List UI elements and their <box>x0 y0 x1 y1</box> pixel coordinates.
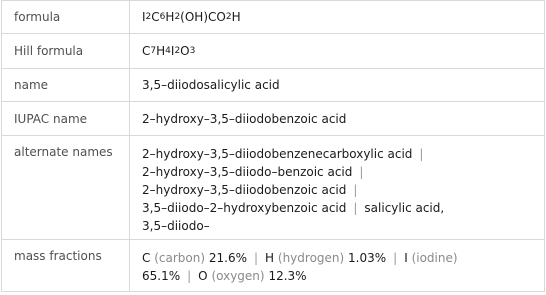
element-symbol: O <box>198 269 208 283</box>
mass-fractions-value <box>142 240 536 285</box>
separator: | <box>419 147 424 161</box>
properties-table <box>1 0 545 292</box>
table-row <box>2 102 545 136</box>
table-row <box>2 240 545 292</box>
element-symbol: H <box>265 251 275 265</box>
alternate-name: 3,5–diiodo– <box>142 219 210 233</box>
table-row <box>2 1 545 34</box>
alternate-name: 2–hydroxy–3,5–diiodobenzoic acid <box>142 183 347 197</box>
element-symbol: C <box>142 251 151 265</box>
separator: | <box>359 165 364 179</box>
mass-fraction: 65.1% <box>142 269 181 283</box>
element-name: (oxygen) <box>211 269 265 283</box>
element-symbol: I <box>404 251 408 265</box>
iupac-name-value: 2–hydroxy–3,5–diiodobenzoic acid <box>142 111 347 126</box>
separator: | <box>253 251 259 265</box>
alternate-name: salicylic acid, <box>364 201 445 215</box>
row-label-formula: formula <box>14 10 61 24</box>
alternate-name: 3,5–diiodo–2–hydroxybenzoic acid <box>142 201 347 215</box>
table-row <box>2 136 545 240</box>
row-label-iupac-name: IUPAC name <box>14 111 88 126</box>
formula-value: I 2 C 6 H 2 (OH)CO 2 H <box>142 10 241 24</box>
row-label-hill-formula: Hill formula <box>14 44 84 58</box>
row-label-name: name <box>14 78 49 92</box>
separator: | <box>353 201 358 215</box>
element-name: (hydrogen) <box>277 251 345 265</box>
separator: | <box>187 269 192 283</box>
alternate-names-value <box>142 136 536 235</box>
separator: | <box>393 251 398 265</box>
table-row <box>2 69 545 102</box>
alternate-name: 2–hydroxy–3,5–diiodo–benzoic acid <box>142 165 353 179</box>
mass-fraction: 1.03% <box>348 251 387 265</box>
mass-fraction: 12.3% <box>268 269 307 283</box>
name-value: 3,5–diiodosalicylic acid <box>142 78 280 92</box>
element-name: (iodine) <box>411 251 458 265</box>
alternate-name: 2–hydroxy–3,5–diiodobenzenecarboxylic acid <box>142 147 413 161</box>
row-label-mass-fractions: mass fractions <box>14 249 102 263</box>
hill-formula-value: C 7 H 4 I 2 O 3 <box>142 44 196 58</box>
table-row <box>2 34 545 69</box>
mass-fraction: 21.6% <box>208 251 247 265</box>
separator: | <box>353 183 358 197</box>
row-label-alternate-names: alternate names <box>14 145 113 159</box>
element-name: (carbon) <box>154 251 206 265</box>
